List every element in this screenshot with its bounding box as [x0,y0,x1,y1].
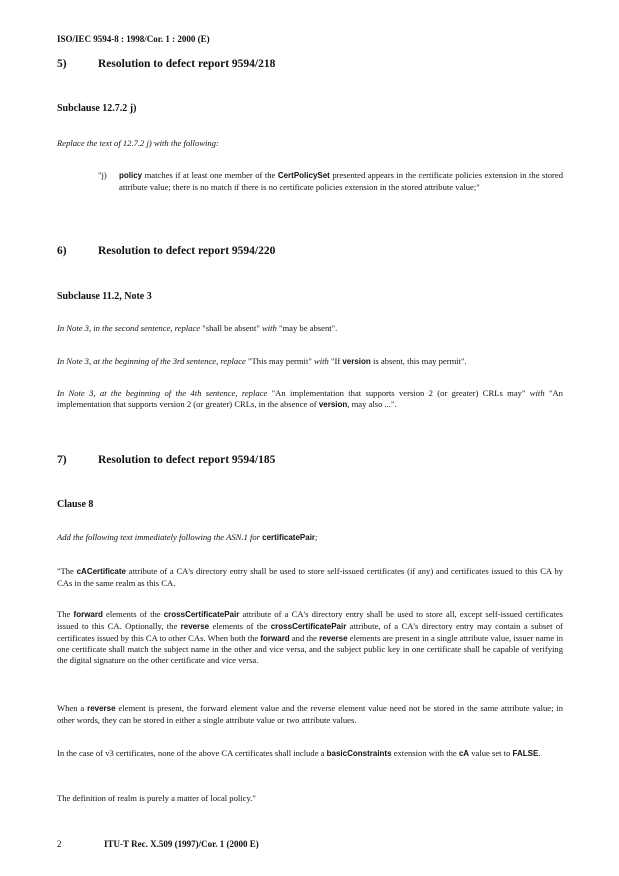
keyword: reverse [87,704,116,713]
paragraph [57,566,563,589]
keyword: version [318,399,348,409]
paragraph [57,703,563,726]
text-run: In Note 3, at the beginning of the 4th sentence, replace [57,388,272,398]
keyword: reverse [180,621,210,631]
keyword: basicConstraints [326,749,392,758]
instruction-text [57,356,563,368]
instruction-text [57,323,563,334]
text-run: In Note 3, in the second sentence, replace [57,323,203,333]
keyword: crossCertificatePair [163,610,240,619]
text-run: presented appears in the certificate policies extension in the stored attribute value; there is no match if there is no certificate policies extension in the stored attribute value;" [119,170,563,192]
text-run: attribute of a CA's directory entry shall be used to store self-issued certificates (if any) and certificates issued to this CA by CAs in the same realm as this CA. [57,566,563,588]
quote-tag: "j) [98,170,107,180]
keyword: reverse [319,633,348,643]
keyword: policy [119,171,143,180]
keyword: version [342,357,371,366]
replacement-quote [98,170,563,193]
keyword: crossCertificatePair [270,621,347,631]
subclause-heading: Subclause 12.7.2 j) [57,103,137,114]
text-run: "An implementation that supports version 2 (or greater) CRLs may" [271,388,526,398]
section-title: Resolution to defect report 9594/218 [98,58,276,70]
text-run: In Note 3, at the beginning of the 3rd sentence, replace [57,356,249,366]
text-run: and the [289,632,320,643]
text-run: . [538,748,541,758]
text-run: "The [57,566,77,576]
footer-reference: ITU-T Rec. X.509 (1997)/Cor. 1 (2000 E) [104,839,259,849]
text-run: with [311,356,331,366]
keyword: cACertificate [76,567,126,576]
text-run: , may also ...". [347,398,397,409]
text-run: "An implementation that supports version 2 (or greater) CRLs, in the absence of [57,388,563,409]
text-run: elements of the [102,609,164,619]
text-run: When a [57,703,88,713]
keyword: CertPolicySet [277,171,330,180]
text-run: ; [315,532,318,542]
text-run: Add the following text immediately following the ASN.1 for [57,532,263,542]
keyword: FALSE [512,749,539,758]
text-run: elements are present in a single attribute value, issuer name in one certificate shall match the subject name in the other and vice versa, and the subject public key in one certificate shall be capable of verifying the digital signature on the other certificate and vice versa. [57,632,563,666]
text-run: "If [330,356,343,366]
text-run: "shall be absent" [202,323,260,333]
instruction-text [57,388,563,410]
text-run: attribute of a CA's directory entry shall be used to store all, except self-issued certificates issued to this CA. Optionally, the [57,609,563,631]
section-title: Resolution to defect report 9594/185 [98,454,276,466]
keyword: cA [458,749,470,758]
section-number: 6) [57,245,67,257]
text-run: "This may permit" [248,356,312,366]
text-run: is absent, this may permit". [370,356,467,366]
subclause-heading: Clause 8 [57,499,94,510]
text-run: In the case of v3 certificates, none of the above CA certificates shall include a [57,748,327,758]
keyword: forward [260,633,290,643]
running-header: ISO/IEC 9594-8 : 1998/Cor. 1 : 2000 (E) [57,34,210,44]
paragraph: The definition of realm is purely a matter of local policy." [57,793,256,803]
text-run: with [259,323,279,333]
section-title: Resolution to defect report 9594/220 [98,245,276,257]
section-5-heading [57,58,275,70]
instruction-text [57,532,563,544]
text-run: value set to [469,748,513,758]
page-number: 2 [57,839,62,849]
text-run: element is present, the forward element value and the reverse element value need not be stored in the same attribute value; in other words, they can be stored in either a single attribute value or two attribute values. [57,703,564,725]
text-run: "may be absent". [278,323,338,333]
instruction-text: Replace the text of 12.7.2 j) with the following: [57,138,219,148]
keyword: forward [73,610,103,619]
subclause-heading: Subclause 11.2, Note 3 [57,291,152,302]
section-number: 7) [57,454,67,466]
text-run: extension with the [391,748,459,758]
section-number: 5) [57,58,67,70]
text-run: attribute, of a CA's directory entry may contain a subset of certificates issued by this CA to other CAs. When both the [57,620,563,643]
page-footer [57,839,259,849]
quote-body [119,170,563,193]
section-7-heading [57,454,275,466]
text-run: elements of the [209,620,271,631]
keyword: certificatePair [262,533,316,542]
paragraph [57,748,563,760]
paragraph [57,609,563,666]
text-run: with [525,388,549,398]
text-run: matches if at least one member of the [142,170,278,180]
text-run: The [57,609,74,619]
section-6-heading [57,245,275,257]
